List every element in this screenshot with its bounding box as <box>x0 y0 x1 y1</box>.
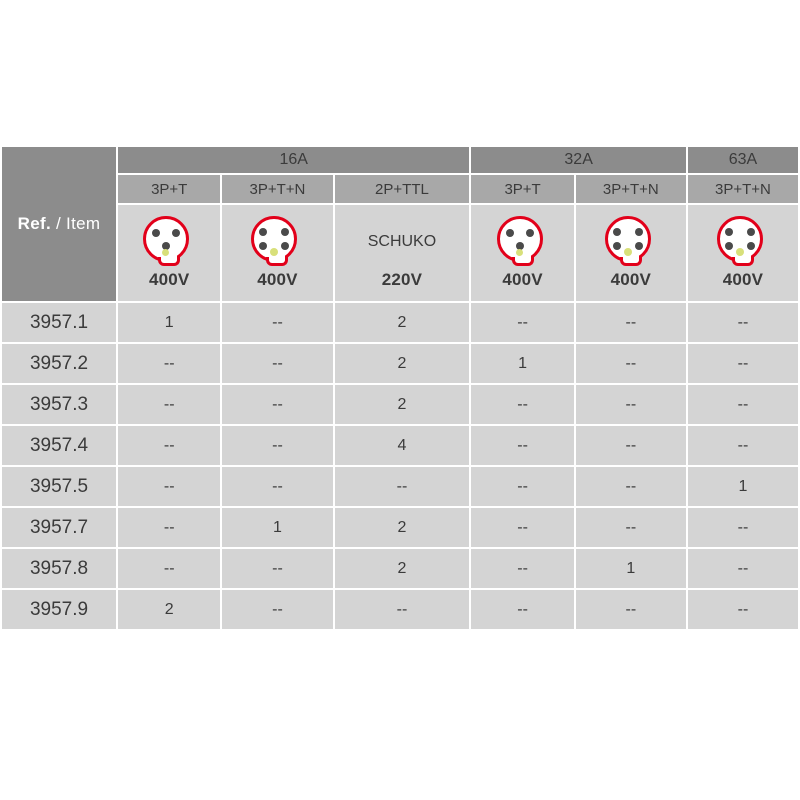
symbol-cell-2 <box>335 205 470 301</box>
row-value: -- <box>222 467 332 506</box>
row-ref: 3957.1 <box>2 303 116 342</box>
symbol-row <box>2 205 798 301</box>
amp-group-16a: 16A <box>118 147 469 173</box>
row-value: 1 <box>471 344 573 383</box>
row-value: -- <box>688 590 798 629</box>
row-value: -- <box>576 590 686 629</box>
row-value: 4 <box>335 426 470 465</box>
symbol-cell-5 <box>688 205 798 301</box>
voltage-label-3: 400V <box>502 270 543 289</box>
row-value: 2 <box>335 385 470 424</box>
row-value: -- <box>471 467 573 506</box>
plug-3p-t-n-icon <box>717 216 769 268</box>
row-value: 2 <box>335 508 470 547</box>
voltage-label-0: 400V <box>148 270 190 289</box>
row-value: -- <box>688 508 798 547</box>
ref-label: Ref. <box>17 214 51 233</box>
pole-header-5: 3P+T+N <box>688 175 798 203</box>
row-value: -- <box>118 508 220 547</box>
row-value: -- <box>118 344 220 383</box>
plug-3p-t-n-icon <box>251 216 303 268</box>
row-value: -- <box>222 344 332 383</box>
symbol-cell-0 <box>118 205 220 301</box>
row-value: -- <box>688 426 798 465</box>
voltage-label-5: 400V <box>722 270 764 289</box>
table-row <box>2 385 798 424</box>
item-label: / Item <box>50 214 101 233</box>
amp-group-63a: 63A <box>688 147 798 173</box>
voltage-label-4: 400V <box>610 270 652 289</box>
row-value: 1 <box>576 549 686 588</box>
voltage-label-1: 400V <box>257 270 298 289</box>
row-value: 2 <box>335 549 470 588</box>
symbol-cell-1 <box>222 205 332 301</box>
row-value: 2 <box>335 303 470 342</box>
row-ref: 3957.3 <box>2 385 116 424</box>
row-value: 2 <box>335 344 470 383</box>
row-value: -- <box>576 426 686 465</box>
row-value: -- <box>471 385 573 424</box>
row-value: -- <box>576 508 686 547</box>
row-value: -- <box>335 467 470 506</box>
row-value: -- <box>471 426 573 465</box>
pole-header-2: 2P+TTL <box>335 175 470 203</box>
table-row <box>2 508 798 547</box>
row-ref: 3957.4 <box>2 426 116 465</box>
row-value: -- <box>576 303 686 342</box>
row-value: -- <box>222 590 332 629</box>
row-value: -- <box>118 426 220 465</box>
ref-item-header <box>2 147 116 301</box>
row-value: -- <box>471 303 573 342</box>
schuko-text: SCHUKO <box>367 233 437 250</box>
table-row <box>2 590 798 629</box>
table-row <box>2 549 798 588</box>
table-row <box>2 426 798 465</box>
pole-header-row <box>2 175 798 203</box>
row-ref: 3957.8 <box>2 549 116 588</box>
row-ref: 3957.5 <box>2 467 116 506</box>
table-body <box>2 147 798 629</box>
row-value: -- <box>222 426 332 465</box>
row-value: -- <box>688 549 798 588</box>
row-value: -- <box>118 467 220 506</box>
row-value: -- <box>471 508 573 547</box>
row-value: 1 <box>118 303 220 342</box>
pole-header-0: 3P+T <box>118 175 220 203</box>
row-ref: 3957.2 <box>2 344 116 383</box>
row-value: -- <box>118 385 220 424</box>
row-ref: 3957.7 <box>2 508 116 547</box>
row-value: -- <box>335 590 470 629</box>
row-value: -- <box>222 549 332 588</box>
plug-3p-t-n-icon <box>605 216 657 268</box>
row-value: -- <box>576 467 686 506</box>
table-row <box>2 344 798 383</box>
pole-header-1: 3P+T+N <box>222 175 332 203</box>
amp-group-header-row <box>2 147 798 173</box>
row-value: -- <box>576 344 686 383</box>
row-value: -- <box>576 385 686 424</box>
amp-group-32a: 32A <box>471 147 686 173</box>
row-value: -- <box>688 303 798 342</box>
pole-header-4: 3P+T+N <box>576 175 686 203</box>
row-value: -- <box>222 385 332 424</box>
row-value: -- <box>222 303 332 342</box>
row-ref: 3957.9 <box>2 590 116 629</box>
plug-3p-t-icon <box>497 216 549 268</box>
plug-3p-t-icon <box>143 216 195 268</box>
symbol-cell-4 <box>576 205 686 301</box>
row-value: 1 <box>222 508 332 547</box>
row-value: 2 <box>118 590 220 629</box>
row-value: 1 <box>688 467 798 506</box>
symbol-cell-3 <box>471 205 573 301</box>
connector-spec-table <box>0 145 800 631</box>
row-value: -- <box>118 549 220 588</box>
table-row <box>2 303 798 342</box>
row-value: -- <box>471 590 573 629</box>
row-value: -- <box>688 385 798 424</box>
pole-header-3: 3P+T <box>471 175 573 203</box>
row-value: -- <box>471 549 573 588</box>
table-row <box>2 467 798 506</box>
row-value: -- <box>688 344 798 383</box>
voltage-label-2: 220V <box>381 270 423 289</box>
